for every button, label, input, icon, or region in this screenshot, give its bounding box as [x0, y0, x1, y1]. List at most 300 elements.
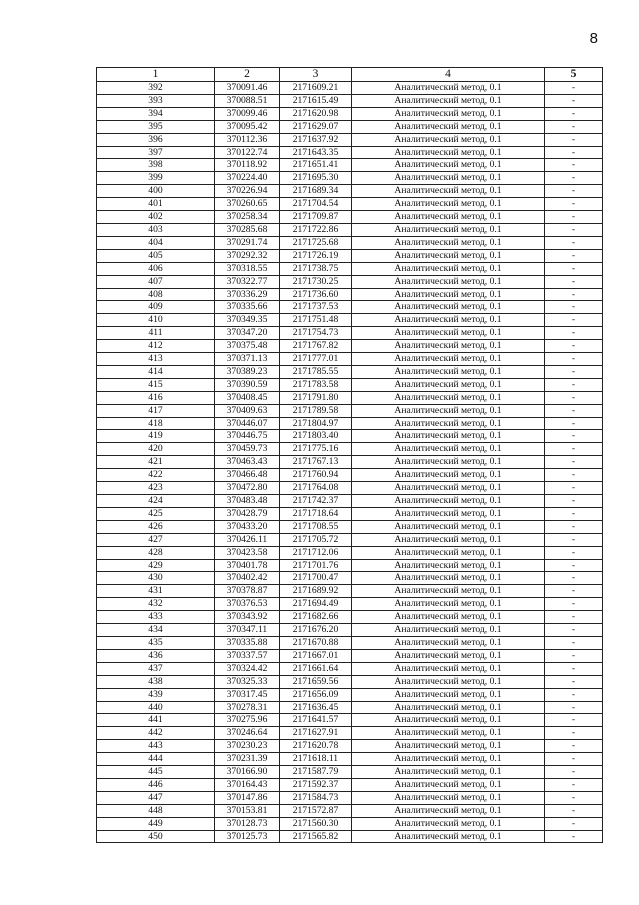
method-cell: Аналитический метод, 0.1: [352, 249, 545, 262]
coord-y-cell: 2171775.16: [280, 443, 352, 456]
point-number-cell: 423: [97, 482, 215, 495]
point-number-cell: 402: [97, 211, 215, 224]
coord-y-cell: 2171587.79: [280, 766, 352, 779]
accuracy-cell: -: [545, 482, 603, 495]
table-row: [97, 649, 603, 662]
coord-y-cell: 2171609.21: [280, 82, 352, 95]
table-row: [97, 688, 603, 701]
coord-x-cell: 370095.42: [215, 120, 280, 133]
header-col-1: 1: [97, 68, 215, 82]
accuracy-cell: -: [545, 804, 603, 817]
coord-y-cell: 2171804.97: [280, 417, 352, 430]
table-body: [97, 82, 603, 843]
coord-x-cell: 370446.75: [215, 430, 280, 443]
method-cell: Аналитический метод, 0.1: [352, 314, 545, 327]
table-row: [97, 340, 603, 353]
table-row: [97, 675, 603, 688]
accuracy-cell: -: [545, 288, 603, 301]
point-number-cell: 416: [97, 391, 215, 404]
accuracy-cell: -: [545, 766, 603, 779]
point-number-cell: 409: [97, 301, 215, 314]
point-number-cell: 394: [97, 107, 215, 120]
table-row: [97, 159, 603, 172]
point-number-cell: 399: [97, 172, 215, 185]
coord-x-cell: 370337.57: [215, 649, 280, 662]
coord-x-cell: 370099.46: [215, 107, 280, 120]
header-col-5: 5: [545, 68, 603, 82]
method-cell: Аналитический метод, 0.1: [352, 430, 545, 443]
accuracy-cell: -: [545, 456, 603, 469]
method-cell: Аналитический метод, 0.1: [352, 159, 545, 172]
point-number-cell: 447: [97, 791, 215, 804]
method-cell: Аналитический метод, 0.1: [352, 211, 545, 224]
coord-x-cell: 370278.31: [215, 701, 280, 714]
method-cell: Аналитический метод, 0.1: [352, 120, 545, 133]
coord-x-cell: 370433.20: [215, 520, 280, 533]
coord-y-cell: 2171641.57: [280, 714, 352, 727]
coord-x-cell: 370402.42: [215, 572, 280, 585]
header-col-2: 2: [215, 68, 280, 82]
method-cell: Аналитический метод, 0.1: [352, 766, 545, 779]
accuracy-cell: -: [545, 107, 603, 120]
point-number-cell: 410: [97, 314, 215, 327]
table-row: [97, 585, 603, 598]
accuracy-cell: -: [545, 198, 603, 211]
accuracy-cell: -: [545, 611, 603, 624]
coord-x-cell: 370224.40: [215, 172, 280, 185]
coord-x-cell: 370291.74: [215, 236, 280, 249]
coord-x-cell: 370409.63: [215, 404, 280, 417]
coord-y-cell: 2171742.37: [280, 495, 352, 508]
coord-y-cell: 2171764.08: [280, 482, 352, 495]
coord-x-cell: 370463.43: [215, 456, 280, 469]
point-number-cell: 400: [97, 185, 215, 198]
method-cell: Аналитический метод, 0.1: [352, 791, 545, 804]
accuracy-cell: -: [545, 365, 603, 378]
coord-y-cell: 2171785.55: [280, 365, 352, 378]
table-row: [97, 817, 603, 830]
accuracy-cell: -: [545, 120, 603, 133]
coord-x-cell: 370318.55: [215, 262, 280, 275]
method-cell: Аналитический метод, 0.1: [352, 598, 545, 611]
coord-y-cell: 2171737.53: [280, 301, 352, 314]
accuracy-cell: -: [545, 585, 603, 598]
page-number: 8: [589, 30, 598, 47]
point-number-cell: 428: [97, 546, 215, 559]
point-number-cell: 435: [97, 636, 215, 649]
accuracy-cell: -: [545, 572, 603, 585]
point-number-cell: 444: [97, 753, 215, 766]
coord-x-cell: 370466.48: [215, 469, 280, 482]
coord-x-cell: 370336.29: [215, 288, 280, 301]
table-row: [97, 262, 603, 275]
point-number-cell: 418: [97, 417, 215, 430]
table-row: [97, 753, 603, 766]
coord-x-cell: 370230.23: [215, 740, 280, 753]
method-cell: Аналитический метод, 0.1: [352, 830, 545, 843]
accuracy-cell: -: [545, 275, 603, 288]
coord-y-cell: 2171777.01: [280, 353, 352, 366]
coord-y-cell: 2171620.78: [280, 740, 352, 753]
coord-x-cell: 370258.34: [215, 211, 280, 224]
table-row: [97, 391, 603, 404]
table-row: [97, 236, 603, 249]
accuracy-cell: -: [545, 533, 603, 546]
point-number-cell: 431: [97, 585, 215, 598]
point-number-cell: 407: [97, 275, 215, 288]
coord-y-cell: 2171789.58: [280, 404, 352, 417]
table-row: [97, 417, 603, 430]
table-row: [97, 172, 603, 185]
accuracy-cell: -: [545, 791, 603, 804]
accuracy-cell: -: [545, 146, 603, 159]
coord-x-cell: 370322.77: [215, 275, 280, 288]
table-row: [97, 327, 603, 340]
point-number-cell: 401: [97, 198, 215, 211]
coord-y-cell: 2171760.94: [280, 469, 352, 482]
point-number-cell: 448: [97, 804, 215, 817]
coord-y-cell: 2171565.82: [280, 830, 352, 843]
coord-x-cell: 370390.59: [215, 378, 280, 391]
accuracy-cell: -: [545, 778, 603, 791]
method-cell: Аналитический метод, 0.1: [352, 804, 545, 817]
point-number-cell: 412: [97, 340, 215, 353]
coord-y-cell: 2171661.64: [280, 662, 352, 675]
coord-x-cell: 370423.58: [215, 546, 280, 559]
table-row: [97, 482, 603, 495]
point-number-cell: 439: [97, 688, 215, 701]
table-row: [97, 624, 603, 637]
accuracy-cell: -: [545, 649, 603, 662]
coord-y-cell: 2171572.87: [280, 804, 352, 817]
table-row: [97, 456, 603, 469]
point-number-cell: 421: [97, 456, 215, 469]
point-number-cell: 436: [97, 649, 215, 662]
table-row: [97, 469, 603, 482]
accuracy-cell: -: [545, 340, 603, 353]
coord-y-cell: 2171738.75: [280, 262, 352, 275]
accuracy-cell: -: [545, 301, 603, 314]
method-cell: Аналитический метод, 0.1: [352, 572, 545, 585]
accuracy-cell: -: [545, 404, 603, 417]
coord-x-cell: 370292.32: [215, 249, 280, 262]
coord-x-cell: 370428.79: [215, 507, 280, 520]
table-row: [97, 546, 603, 559]
coord-y-cell: 2171670.88: [280, 636, 352, 649]
table-row: [97, 714, 603, 727]
table-row: [97, 301, 603, 314]
table-row: [97, 223, 603, 236]
point-number-cell: 446: [97, 778, 215, 791]
coord-x-cell: 370147.86: [215, 791, 280, 804]
method-cell: Аналитический метод, 0.1: [352, 649, 545, 662]
point-number-cell: 443: [97, 740, 215, 753]
point-number-cell: 426: [97, 520, 215, 533]
method-cell: Аналитический метод, 0.1: [352, 146, 545, 159]
coord-x-cell: 370325.33: [215, 675, 280, 688]
accuracy-cell: -: [545, 675, 603, 688]
point-number-cell: 430: [97, 572, 215, 585]
point-number-cell: 414: [97, 365, 215, 378]
table-row: [97, 404, 603, 417]
method-cell: Аналитический метод, 0.1: [352, 520, 545, 533]
method-cell: Аналитический метод, 0.1: [352, 275, 545, 288]
coord-x-cell: 370285.68: [215, 223, 280, 236]
table-row: [97, 107, 603, 120]
method-cell: Аналитический метод, 0.1: [352, 288, 545, 301]
header-col-4: 4: [352, 68, 545, 82]
method-cell: Аналитический метод, 0.1: [352, 714, 545, 727]
accuracy-cell: -: [545, 830, 603, 843]
coord-y-cell: 2171701.76: [280, 559, 352, 572]
point-number-cell: 405: [97, 249, 215, 262]
method-cell: Аналитический метод, 0.1: [352, 365, 545, 378]
method-cell: Аналитический метод, 0.1: [352, 456, 545, 469]
coord-y-cell: 2171659.56: [280, 675, 352, 688]
method-cell: Аналитический метод, 0.1: [352, 559, 545, 572]
coord-y-cell: 2171592.37: [280, 778, 352, 791]
point-number-cell: 419: [97, 430, 215, 443]
point-number-cell: 450: [97, 830, 215, 843]
method-cell: Аналитический метод, 0.1: [352, 482, 545, 495]
table-row: [97, 211, 603, 224]
point-number-cell: 422: [97, 469, 215, 482]
accuracy-cell: -: [545, 249, 603, 262]
point-number-cell: 432: [97, 598, 215, 611]
accuracy-cell: -: [545, 378, 603, 391]
point-number-cell: 429: [97, 559, 215, 572]
accuracy-cell: -: [545, 753, 603, 766]
coord-x-cell: 370343.92: [215, 611, 280, 624]
table-row: [97, 740, 603, 753]
method-cell: Аналитический метод, 0.1: [352, 133, 545, 146]
coord-y-cell: 2171637.92: [280, 133, 352, 146]
accuracy-cell: -: [545, 172, 603, 185]
method-cell: Аналитический метод, 0.1: [352, 236, 545, 249]
table-row: [97, 727, 603, 740]
method-cell: Аналитический метод, 0.1: [352, 353, 545, 366]
coord-x-cell: 370246.64: [215, 727, 280, 740]
method-cell: Аналитический метод, 0.1: [352, 727, 545, 740]
coord-y-cell: 2171618.11: [280, 753, 352, 766]
point-number-cell: 415: [97, 378, 215, 391]
coord-x-cell: 370275.96: [215, 714, 280, 727]
coord-x-cell: 370335.88: [215, 636, 280, 649]
method-cell: Аналитический метод, 0.1: [352, 662, 545, 675]
point-number-cell: 406: [97, 262, 215, 275]
table-row: [97, 804, 603, 817]
accuracy-cell: -: [545, 624, 603, 637]
header-col-3: 3: [280, 68, 352, 82]
accuracy-cell: -: [545, 94, 603, 107]
point-number-cell: 437: [97, 662, 215, 675]
method-cell: Аналитический метод, 0.1: [352, 107, 545, 120]
point-number-cell: 424: [97, 495, 215, 508]
point-number-cell: 411: [97, 327, 215, 340]
coord-x-cell: 370335.66: [215, 301, 280, 314]
accuracy-cell: -: [545, 817, 603, 830]
method-cell: Аналитический метод, 0.1: [352, 585, 545, 598]
table-row: [97, 766, 603, 779]
accuracy-cell: -: [545, 417, 603, 430]
coord-x-cell: 370347.20: [215, 327, 280, 340]
coord-y-cell: 2171689.92: [280, 585, 352, 598]
accuracy-cell: -: [545, 314, 603, 327]
method-cell: Аналитический метод, 0.1: [352, 533, 545, 546]
point-number-cell: 392: [97, 82, 215, 95]
coord-x-cell: 370166.90: [215, 766, 280, 779]
coord-y-cell: 2171736.60: [280, 288, 352, 301]
accuracy-cell: -: [545, 598, 603, 611]
table-row: [97, 275, 603, 288]
point-number-cell: 441: [97, 714, 215, 727]
coord-y-cell: 2171643.35: [280, 146, 352, 159]
coord-y-cell: 2171682.66: [280, 611, 352, 624]
table-row: [97, 701, 603, 714]
coord-x-cell: 370378.87: [215, 585, 280, 598]
coord-y-cell: 2171656.09: [280, 688, 352, 701]
table-row: [97, 378, 603, 391]
method-cell: Аналитический метод, 0.1: [352, 778, 545, 791]
coord-y-cell: 2171783.58: [280, 378, 352, 391]
coord-x-cell: 370347.11: [215, 624, 280, 637]
table-row: [97, 249, 603, 262]
accuracy-cell: -: [545, 236, 603, 249]
point-number-cell: 433: [97, 611, 215, 624]
accuracy-cell: -: [545, 714, 603, 727]
table-row: [97, 82, 603, 95]
table-row: [97, 365, 603, 378]
coord-y-cell: 2171704.54: [280, 198, 352, 211]
point-number-cell: 393: [97, 94, 215, 107]
accuracy-cell: -: [545, 507, 603, 520]
coord-x-cell: 370472.80: [215, 482, 280, 495]
coord-x-cell: 370408.45: [215, 391, 280, 404]
coord-y-cell: 2171651.41: [280, 159, 352, 172]
table-header: [97, 68, 603, 82]
coord-y-cell: 2171705.72: [280, 533, 352, 546]
table-row: [97, 636, 603, 649]
method-cell: Аналитический метод, 0.1: [352, 469, 545, 482]
coord-y-cell: 2171676.20: [280, 624, 352, 637]
coord-y-cell: 2171767.82: [280, 340, 352, 353]
coord-x-cell: 370112.36: [215, 133, 280, 146]
point-number-cell: 404: [97, 236, 215, 249]
method-cell: Аналитический метод, 0.1: [352, 624, 545, 637]
coord-y-cell: 2171751.48: [280, 314, 352, 327]
method-cell: Аналитический метод, 0.1: [352, 327, 545, 340]
point-number-cell: 438: [97, 675, 215, 688]
point-number-cell: 420: [97, 443, 215, 456]
coord-x-cell: 370125.73: [215, 830, 280, 843]
coord-y-cell: 2171584.73: [280, 791, 352, 804]
accuracy-cell: -: [545, 223, 603, 236]
table-row: [97, 314, 603, 327]
accuracy-cell: -: [545, 82, 603, 95]
coord-y-cell: 2171627.91: [280, 727, 352, 740]
method-cell: Аналитический метод, 0.1: [352, 443, 545, 456]
point-number-cell: 445: [97, 766, 215, 779]
accuracy-cell: -: [545, 430, 603, 443]
method-cell: Аналитический метод, 0.1: [352, 301, 545, 314]
coord-y-cell: 2171709.87: [280, 211, 352, 224]
point-number-cell: 440: [97, 701, 215, 714]
coord-y-cell: 2171730.25: [280, 275, 352, 288]
accuracy-cell: -: [545, 520, 603, 533]
accuracy-cell: -: [545, 262, 603, 275]
coord-x-cell: 370446.07: [215, 417, 280, 430]
coord-y-cell: 2171667.01: [280, 649, 352, 662]
coord-x-cell: 370324.42: [215, 662, 280, 675]
table-row: [97, 353, 603, 366]
point-number-cell: 403: [97, 223, 215, 236]
method-cell: Аналитический метод, 0.1: [352, 611, 545, 624]
coord-y-cell: 2171791.80: [280, 391, 352, 404]
table-row: [97, 288, 603, 301]
coord-x-cell: 370459.73: [215, 443, 280, 456]
method-cell: Аналитический метод, 0.1: [352, 740, 545, 753]
accuracy-cell: -: [545, 546, 603, 559]
method-cell: Аналитический метод, 0.1: [352, 701, 545, 714]
point-number-cell: 413: [97, 353, 215, 366]
table-row: [97, 507, 603, 520]
coord-x-cell: 370226.94: [215, 185, 280, 198]
coord-y-cell: 2171722.86: [280, 223, 352, 236]
coord-x-cell: 370122.74: [215, 146, 280, 159]
coord-y-cell: 2171695.30: [280, 172, 352, 185]
coord-x-cell: 370231.39: [215, 753, 280, 766]
method-cell: Аналитический метод, 0.1: [352, 82, 545, 95]
coord-x-cell: 370164.43: [215, 778, 280, 791]
coord-y-cell: 2171636.45: [280, 701, 352, 714]
method-cell: Аналитический метод, 0.1: [352, 546, 545, 559]
table-row: [97, 572, 603, 585]
point-number-cell: 427: [97, 533, 215, 546]
coord-y-cell: 2171629.07: [280, 120, 352, 133]
table-row: [97, 791, 603, 804]
coord-x-cell: 370376.53: [215, 598, 280, 611]
coord-y-cell: 2171694.49: [280, 598, 352, 611]
coord-x-cell: 370091.46: [215, 82, 280, 95]
point-number-cell: 434: [97, 624, 215, 637]
table-row: [97, 778, 603, 791]
accuracy-cell: -: [545, 469, 603, 482]
method-cell: Аналитический метод, 0.1: [352, 417, 545, 430]
coord-y-cell: 2171767.13: [280, 456, 352, 469]
point-number-cell: 417: [97, 404, 215, 417]
method-cell: Аналитический метод, 0.1: [352, 94, 545, 107]
coord-y-cell: 2171726.19: [280, 249, 352, 262]
method-cell: Аналитический метод, 0.1: [352, 404, 545, 417]
coord-x-cell: 370260.65: [215, 198, 280, 211]
table-row: [97, 533, 603, 546]
table-row: [97, 198, 603, 211]
accuracy-cell: -: [545, 662, 603, 675]
coord-x-cell: 370153.81: [215, 804, 280, 817]
accuracy-cell: -: [545, 559, 603, 572]
accuracy-cell: -: [545, 185, 603, 198]
method-cell: Аналитический метод, 0.1: [352, 688, 545, 701]
point-number-cell: 396: [97, 133, 215, 146]
table-row: [97, 830, 603, 843]
point-number-cell: 397: [97, 146, 215, 159]
method-cell: Аналитический метод, 0.1: [352, 198, 545, 211]
coord-y-cell: 2171803.40: [280, 430, 352, 443]
accuracy-cell: -: [545, 688, 603, 701]
method-cell: Аналитический метод, 0.1: [352, 753, 545, 766]
table-row: [97, 495, 603, 508]
method-cell: Аналитический метод, 0.1: [352, 391, 545, 404]
